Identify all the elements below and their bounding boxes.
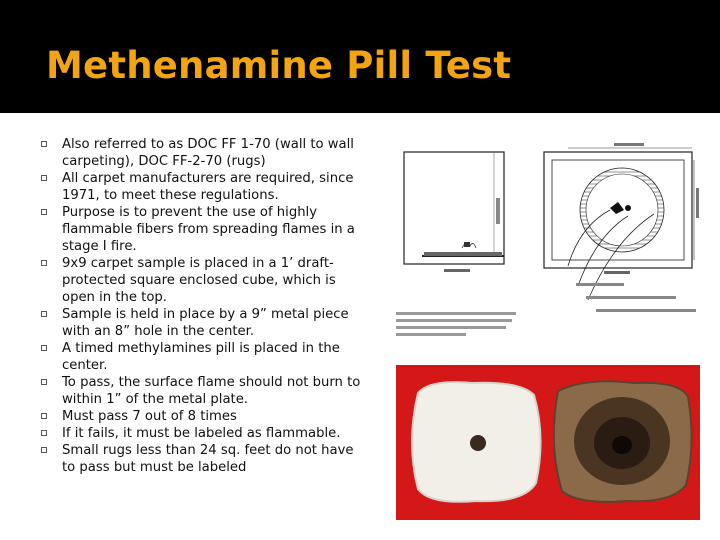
bullet-item: 9x9 carpet sample is placed in a 1’ draft-protected square enclosed cube, which is open in the top. bbox=[40, 255, 370, 306]
bullet-item: To pass, the surface flame should not burn to within 1” of the metal plate. bbox=[40, 374, 370, 408]
test-apparatus-diagram bbox=[392, 138, 704, 338]
pill-burn-mark-icon bbox=[470, 435, 486, 451]
square-bullet-icon bbox=[41, 413, 47, 419]
bullet-list bbox=[40, 136, 370, 476]
square-bullet-icon bbox=[41, 141, 47, 147]
square-bullet-icon bbox=[41, 430, 47, 436]
bullet-item: Must pass 7 out of 8 times bbox=[40, 408, 370, 425]
bullet-item: A timed methylamines pill is placed in the center. bbox=[40, 340, 370, 374]
square-bullet-icon bbox=[41, 447, 47, 453]
bullet-item: Also referred to as DOC FF 1-70 (wall to wall carpeting), DOC FF-2-70 (rugs) bbox=[40, 136, 370, 170]
slide-title: Methenamine Pill Test bbox=[46, 44, 512, 87]
square-bullet-icon bbox=[41, 345, 47, 351]
bullet-item: Small rugs less than 24 sq. feet do not have to pass but must be labeled bbox=[40, 442, 370, 476]
square-bullet-icon bbox=[41, 379, 47, 385]
bullet-item: Purpose is to prevent the use of highly flammable fibers from spreading flames in a stage I fire. bbox=[40, 204, 370, 255]
bullet-item: If it fails, it must be labeled as flammable. bbox=[40, 425, 370, 442]
square-bullet-icon bbox=[41, 311, 47, 317]
bullet-item: Sample is held in place by a 9” metal piece with an 8” hole in the center. bbox=[40, 306, 370, 340]
square-bullet-icon bbox=[41, 175, 47, 181]
square-bullet-icon bbox=[41, 209, 47, 215]
bullet-item: All carpet manufacturers are required, since 1971, to meet these regulations. bbox=[40, 170, 370, 204]
carpet-samples-photo bbox=[396, 365, 700, 520]
square-bullet-icon bbox=[41, 260, 47, 266]
